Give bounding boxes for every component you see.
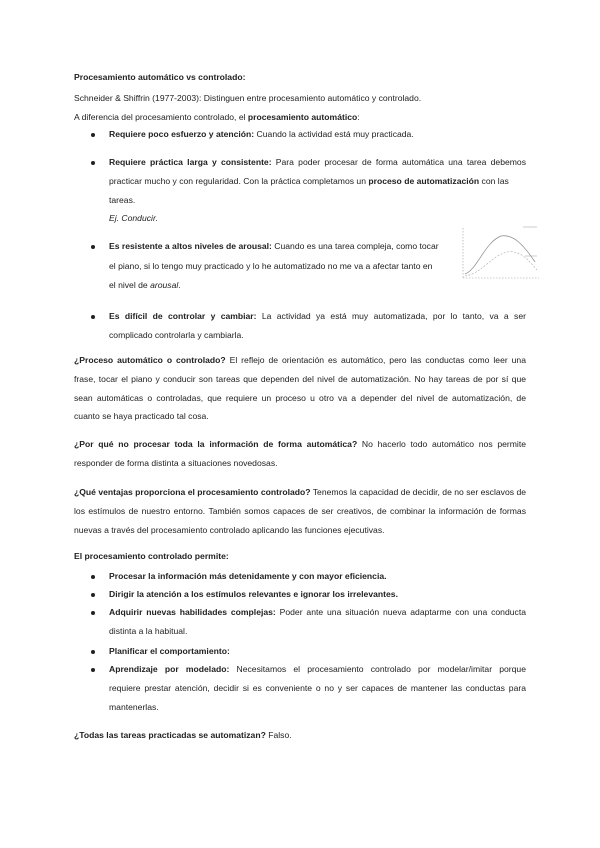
- q1-line-1: ¿Proceso automático o controlado? El reflejo de orientación es automático, pero las conductas como leer una: [74, 355, 526, 365]
- q2-line-2: responder de forma distinta a situaciones novedosas.: [74, 458, 278, 468]
- auto-item-4-line-2: complicado controlarla y cambiarla.: [109, 330, 244, 340]
- bullet-icon: [91, 575, 95, 579]
- ctrl-item-4: Planificar el comportamiento:: [109, 646, 230, 656]
- q4-line: ¿Todas las tareas practicadas se automatizan? Falso.: [74, 730, 292, 740]
- auto-item-2-line-3: tareas.: [109, 195, 136, 205]
- ctrl-item-5-line-3: mantenerlas.: [109, 702, 159, 712]
- arousal-performance-graph: [457, 222, 541, 282]
- intro-line-1: Schneider & Shiffrin (1977-2003): Distinguen entre procesamiento automático y controlado.: [74, 93, 422, 103]
- auto-item-2-example: Ej. Conducir.: [109, 213, 158, 223]
- ctrl-item-2: Dirigir la atención a los estímulos relevantes e ignorar los irrelevantes.: [109, 589, 398, 599]
- bullet-icon: [91, 668, 95, 672]
- q2-line-1: ¿Por qué no procesar toda la información de forma automática? No hacerlo todo automático nos permite: [74, 439, 526, 449]
- ctrl-item-3-line-2: distinta a la habitual.: [109, 626, 188, 636]
- auto-item-3-line-2: el piano, si lo tengo muy practicado y lo he automatizado no me va a afectar tanto en: [109, 261, 433, 271]
- controlled-heading: El procesamiento controlado permite:: [74, 551, 229, 561]
- auto-item-3-line-1: Es resistente a altos niveles de arousal: Cuando es una tarea compleja, como tocar: [109, 241, 439, 251]
- q3-line-3: nuevas a través del procesamiento controlado aplicando las funciones ejecutivas.: [74, 525, 385, 535]
- bullet-icon: [91, 245, 95, 249]
- bullet-icon: [91, 650, 95, 654]
- bullet-icon: [91, 611, 95, 615]
- auto-item-2-line-1: Requiere práctica larga y consistente: Para poder procesar de forma automática una tarea debemos: [109, 157, 526, 167]
- ctrl-item-1: Procesar la información más detenidamente y con mayor eficiencia.: [109, 571, 387, 581]
- bullet-icon: [91, 161, 95, 165]
- ctrl-item-5-line-2: requiere prestar atención, decidir si es conveniente o no y ser capaces de mantener las conductas para: [109, 683, 526, 693]
- bullet-icon: [91, 315, 95, 319]
- q3-line-1: ¿Qué ventajas proporciona el procesamiento controlado? Tenemos la capacidad de decidir, de no ser esclavos de: [74, 487, 526, 497]
- auto-item-2-line-2: practicar mucho y con regularidad. Con la práctica completamos un proceso de automatización con las: [109, 176, 509, 186]
- ctrl-item-5-line-1: Aprendizaje por modelado: Necesitamos el procesamiento controlado por modelar/imitar porque: [109, 664, 526, 674]
- auto-item-3-line-3: el nivel de arousal.: [109, 280, 181, 290]
- q1-line-4: cuanto se haya practicado tal cosa.: [74, 411, 209, 421]
- ctrl-item-3-line-1: Adquirir nuevas habilidades complejas: Poder ante una situación nueva adaptarme con una conducta: [109, 607, 526, 617]
- page-title: Procesamiento automático vs controlado:: [74, 72, 246, 82]
- bullet-icon: [91, 133, 95, 137]
- q3-line-2: los estímulos de nuestro entorno. También somos capaces de ser creativos, de combinar la información de formas: [74, 506, 526, 516]
- auto-item-1: Requiere poco esfuerzo y atención: Cuando la actividad está muy practicada.: [109, 129, 414, 139]
- intro-line-2: A diferencia del procesamiento controlado, el procesamiento automático:: [74, 112, 360, 122]
- bullet-icon: [91, 593, 95, 597]
- q1-line-3: sean automáticas o controladas, que requiere un proceso u otro va a depender del nivel de automatización, de: [74, 393, 526, 403]
- auto-item-4-line-1: Es difícil de controlar y cambiar: La actividad ya está muy automatizada, por lo tanto, va a ser: [109, 311, 526, 321]
- q1-line-2: frase, tocar el piano y conducir son tareas que dependen del nivel de automatización. No hay tareas de por sí que: [74, 374, 526, 384]
